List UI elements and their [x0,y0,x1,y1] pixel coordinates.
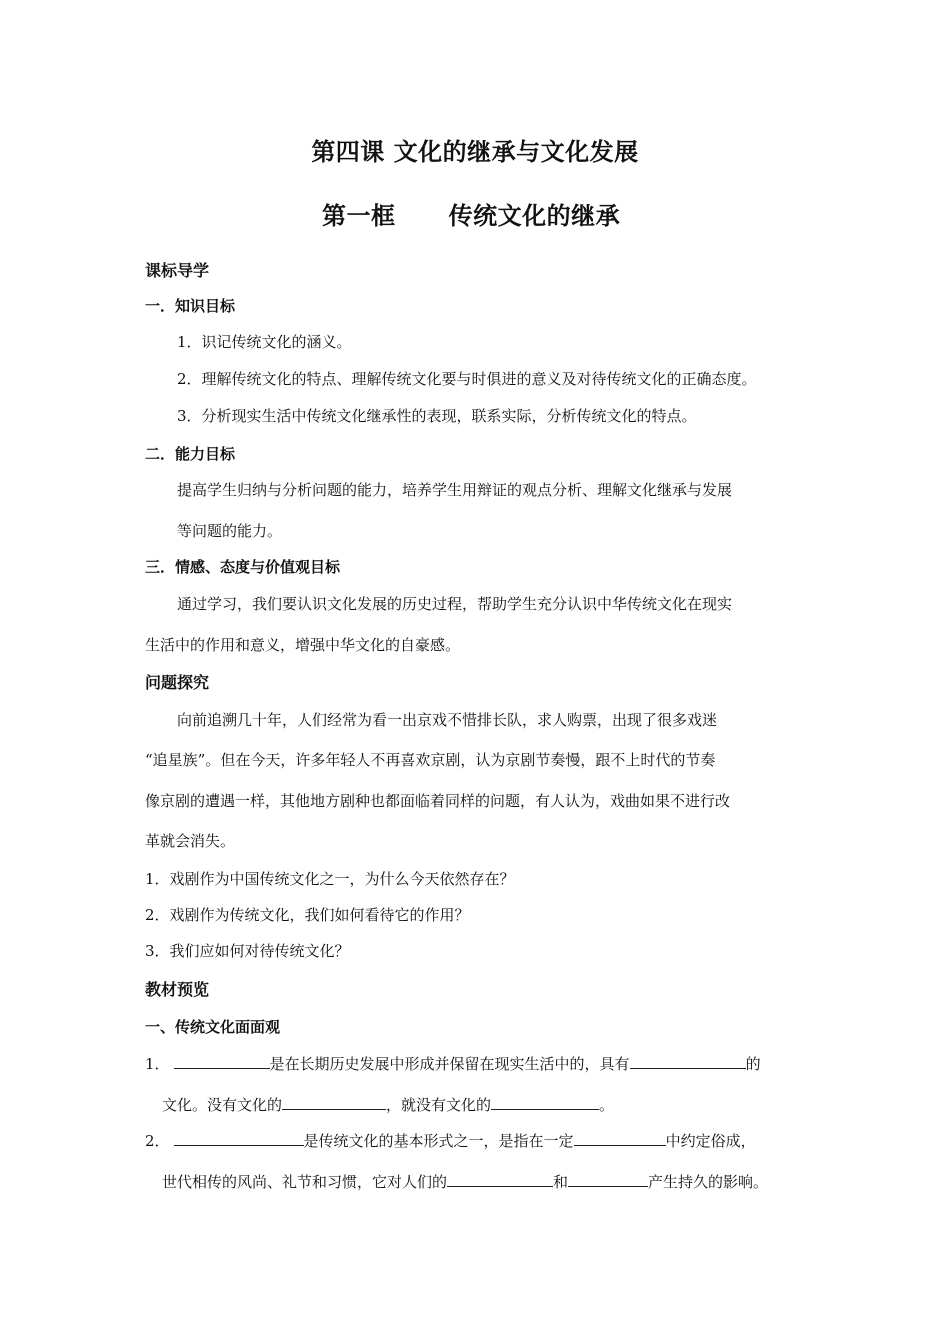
fill-blank[interactable] [568,1170,648,1187]
emotion-heading: 三．情感、态度与价值观目标 [145,558,341,576]
fill-text: 的 [745,1055,761,1073]
knowledge-item-3: 3．分析现实生活中传统文化继承性的表现，联系实际，分析传统文化的特点。 [177,407,697,425]
fill-text: 和 [553,1173,569,1191]
fill-text: 世代相传的风尚、礼节和习惯，它对人们的 [162,1173,448,1191]
fill-blank[interactable] [174,1052,270,1069]
inquiry-line-1: 向前追溯几十年，人们经常为看一出京戏不惜排长队，求人购票，出现了很多戏迷 [177,711,718,729]
question-1: 1．戏剧作为中国传统文化之一，为什么今天依然存在？ [145,870,515,888]
question-3: 3．我们应如何对待传统文化？ [145,942,350,960]
fill-text: 中约定俗成， [665,1132,756,1150]
question-2: 2．戏剧作为传统文化，我们如何看待它的作用？ [145,906,470,924]
fill-text: 产生持久的影响。 [648,1173,769,1191]
fill-text: 是在长期历史发展中形成并保留在现实生活中的，具有 [269,1055,630,1073]
fill-blank[interactable] [174,1129,304,1146]
ability-line-1: 提高学生归纳与分析问题的能力，培养学生用辩证的观点分析、理解文化继承与发展 [177,481,733,499]
item-number: 1． [145,1055,170,1073]
inquiry-title: 问题探究 [145,673,210,692]
knowledge-item-1: 1．识记传统文化的涵义。 [177,333,352,351]
frame-title: 第一框 传统文化的继承 [322,202,621,230]
fill-text: ，就没有文化的 [386,1096,492,1114]
fill-blank[interactable] [630,1052,746,1069]
knowledge-item-2: 2．理解传统文化的特点、理解传统文化要与时俱进的意义及对待传统文化的正确态度。 [177,370,757,388]
knowledge-heading: 一．知识目标 [145,297,236,315]
item-number: 2． [145,1132,170,1150]
lesson-title: 第四课 文化的继承与文化发展 [311,138,639,166]
inquiry-line-2: “追星族”。但在今天，许多年轻人不再喜欢京剧，认为京剧节奏慢，跟不上时代的节奏 [145,751,716,769]
fill-blank[interactable] [282,1093,386,1110]
guide-title: 课标导学 [145,261,210,280]
fill-item-2-line-2 [162,1170,768,1192]
inquiry-line-3: 像京剧的遭遇一样，其他地方剧种也都面临着同样的问题，有人认为，戏曲如果不进行改 [145,792,731,810]
fill-blank[interactable] [491,1093,599,1110]
fill-blank[interactable] [574,1129,666,1146]
preview-heading: 一、传统文化面面观 [145,1018,281,1036]
ability-heading: 二．能力目标 [145,445,236,463]
fill-item-2-line-1 [145,1129,756,1151]
fill-text: 。 [599,1096,615,1114]
emotion-line-1: 通过学习，我们要认识文化发展的历史过程，帮助学生充分认识中华传统文化在现实 [177,595,733,613]
ability-line-2: 等问题的能力。 [177,522,283,540]
fill-item-1-line-1 [145,1052,761,1074]
preview-title: 教材预览 [145,980,210,999]
fill-text: 是传统文化的基本形式之一，是指在一定 [303,1132,574,1150]
fill-item-1-line-2 [162,1093,614,1115]
fill-blank[interactable] [447,1170,553,1187]
inquiry-line-4: 革就会消失。 [145,832,236,850]
fill-text: 文化。没有文化的 [162,1096,283,1114]
emotion-line-2: 生活中的作用和意义，增强中华文化的自豪感。 [145,636,461,654]
